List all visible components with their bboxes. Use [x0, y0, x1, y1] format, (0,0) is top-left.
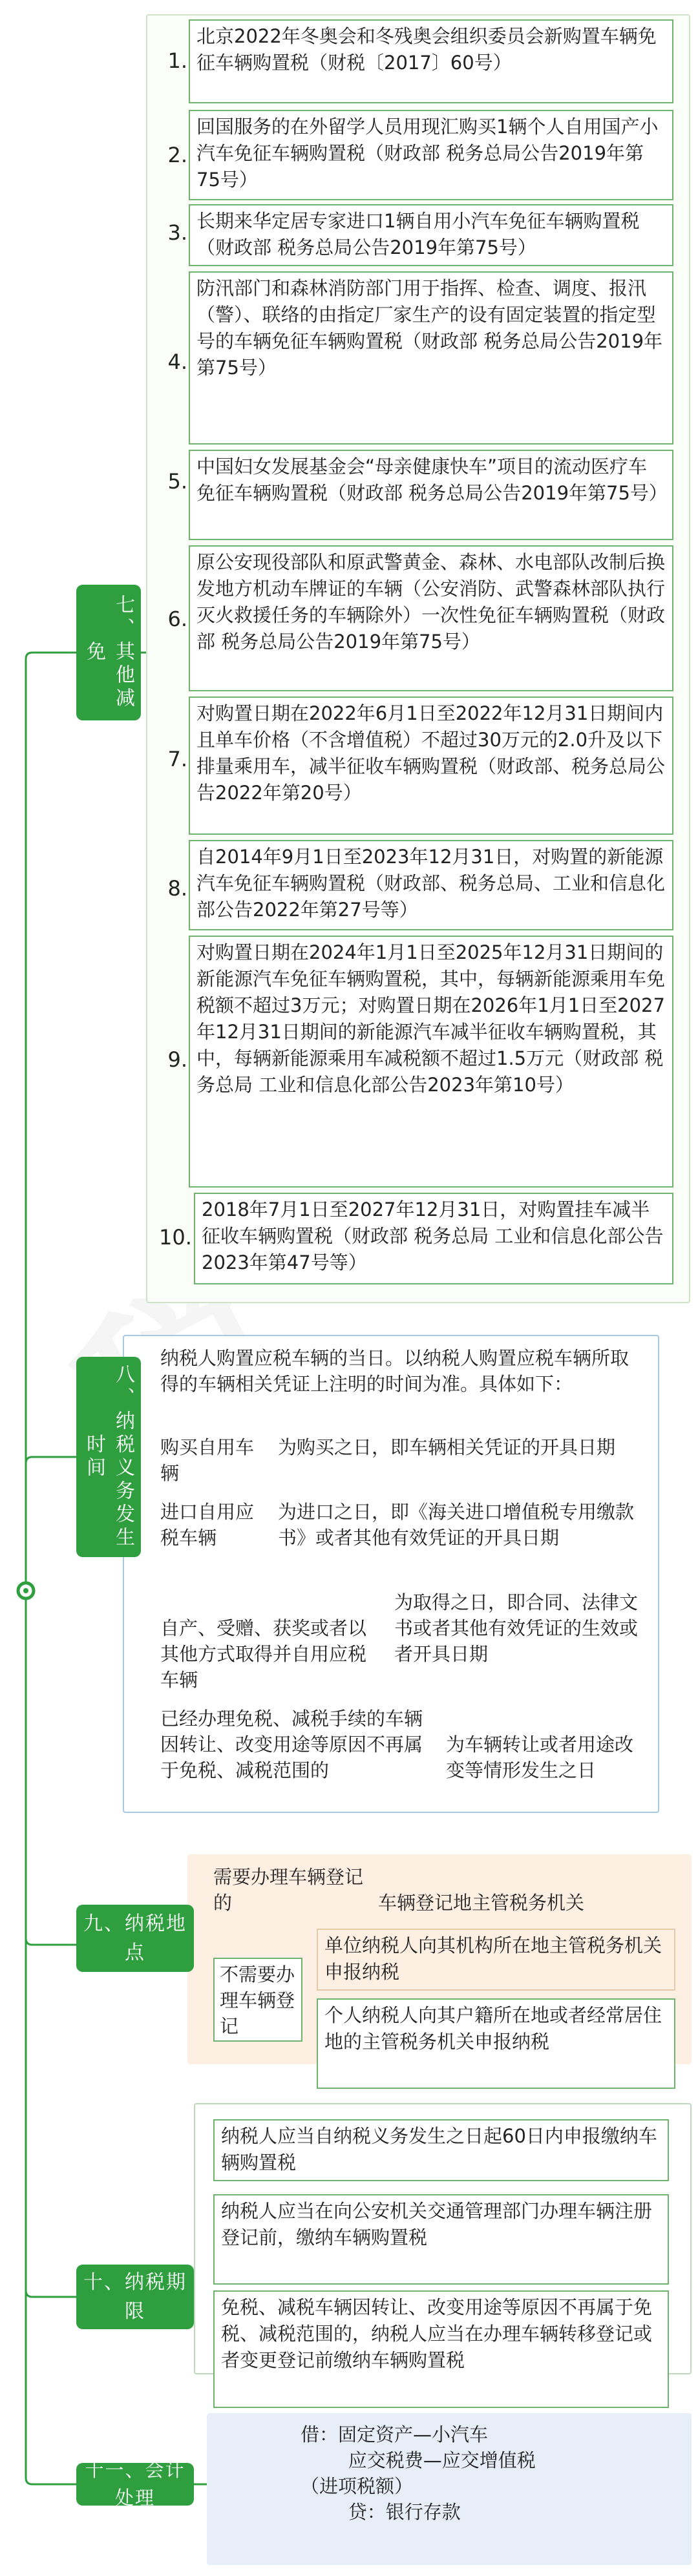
s7-item-7: 对购置日期在2022年6月1日至2022年12月31日期间内且单车价格（不含增值税）不超过30万元的2.0升及以下排量乘用车，减半征收车辆购置税（财政部、税务总局公告2022年第20号） — [189, 696, 673, 835]
s7-item-1: 北京2022年冬奥会和冬残奥会组织委员会新购置车辆免征车辆购置税（财税〔2017〕60号） — [189, 19, 673, 103]
s9-need-value: 车辆登记地主管税务机关 — [378, 1892, 585, 1914]
s8-row-2-left: 进口自用应税车辆 — [160, 1501, 255, 1549]
s7-item-1-num: 1. — [167, 48, 187, 73]
s7-item-4: 防汛部门和森林消防部门用于指挥、检查、调度、报汛（警）、联络的由指定厂家生产的设有固定装置的指定型号的车辆免征车辆购置税（财政部 税务总局公告2019年第75号） — [189, 271, 673, 445]
s8-node[interactable] — [76, 1357, 141, 1557]
s9-noneed-label: 不需要办理车辆登记 — [213, 1958, 302, 2042]
s9-need-label: 需要办理车辆登记的 — [213, 1866, 364, 1914]
s8-row-3-right: 为取得之日，即合同、法律文书或者其他有效凭证的生效或者开具日期 — [394, 1591, 639, 1665]
s10-item-3: 免税、减税车辆因转让、改变用途等原因不再属于免税、减税范围的，纳税人应当在办理车辆转移登记或者变更登记前缴纳车辆购置税 — [213, 2290, 669, 2408]
s7-item-6: 原公安现役部队和原武警黄金、森林、水电部队改制后换发地方机动车牌证的车辆（公安消防、武警森林部队执行灭火救援任务的车辆除外）一次性免征车辆购置税（财政部 税务总局公告2019年第75号） — [189, 545, 673, 691]
s8-row-4-right: 为车辆转让或者用途改变等情形发生之日 — [446, 1733, 634, 1781]
s10-node[interactable] — [76, 2265, 194, 2329]
s7-item-8-num: 8. — [167, 876, 187, 901]
s7-item-5-num: 5. — [167, 469, 187, 494]
s9-node-label: 九、纳税地点 — [83, 1912, 187, 1964]
s7-item-9: 对购置日期在2024年1月1日至2025年12月31日期间的新能源汽车免征车辆购置税，其中，每辆新能源乘用车免税额不超过3万元；对购置日期在2026年1月1日至2027年12月31日期间的新能源汽车减半征收车辆购置税，其中，每辆新能源乘用车减税额不超过1.5万元（财政部 税务总局 工业和信息化部公告2023年第10号） — [189, 936, 673, 1188]
s7-item-3: 长期来华定居专家进口1辆自用小汽车免征车辆购置税（财政部 税务总局公告2019年第75号） — [189, 204, 673, 266]
s8-row-1-left: 购买自用车辆 — [160, 1436, 255, 1484]
s7-item-4-num: 4. — [167, 350, 187, 374]
s8-row-1-right: 为购买之日，即车辆相关凭证的开具日期 — [278, 1436, 616, 1458]
s10-item-1: 纳税人应当自纳税义务发生之日起60日内申报缴纳车辆购置税 — [213, 2119, 669, 2181]
s7-item-6-num: 6. — [167, 607, 187, 631]
s7-node[interactable] — [76, 585, 141, 720]
s8-node-label: 八、纳税义务发生时间 — [83, 1364, 134, 1550]
s8-row-2-right: 为进口之日，即《海关进口增值税专用缴款书》或者其他有效凭证的开具日期 — [278, 1501, 635, 1549]
s9-noneed-item-1: 单位纳税人向其机构所在地主管税务机关申报纳税 — [317, 1929, 675, 1991]
s7-item-2: 回国服务的在外留学人员用现汇购买1辆个人自用国产小汽车免征车辆购置税（财政部 税务总局公告2019年第75号） — [189, 110, 673, 200]
s7-item-10-num: 10. — [159, 1225, 192, 1250]
s9-noneed-item-2: 个人纳税人向其户籍所在地或者经常居住地的主管税务机关申报纳税 — [317, 1998, 675, 2089]
s10-node-label: 十、纳税期限 — [83, 2271, 187, 2323]
s8-row-3-left: 自产、受赠、获奖或者以其他方式取得并自用应税车辆 — [160, 1617, 367, 1691]
s7-item-3-num: 3. — [167, 220, 187, 245]
s7-node-label: 七、其他减免 — [83, 594, 134, 711]
s11-node-label: 十一、会计处理 — [85, 2458, 185, 2509]
s7-item-2-num: 2. — [167, 143, 187, 167]
s8-row-4-left: 已经办理免税、减税手续的车辆因转让、改变用途等原因不再属于免税、减税范围的 — [160, 1708, 423, 1781]
s7-item-10: 2018年7月1日至2027年12月31日，对购置挂车减半征收车辆购置税（财政部 税务总局 工业和信息化部公告2023年第47号等） — [194, 1193, 673, 1284]
s7-item-7-num: 7. — [167, 747, 187, 771]
s7-item-9-num: 9. — [167, 1047, 187, 1072]
s11-entry: 借：固定资产—小汽车 应交税费—应交增值税 （进项税额） 贷：银行存款 — [301, 2424, 536, 2523]
s11-node[interactable] — [76, 2458, 194, 2509]
s9-node[interactable] — [76, 1905, 194, 1972]
s7-item-8: 自2014年9月1日至2023年12月31日，对购置的新能源汽车免征车辆购置税（财政部、税务总局、工业和信息化部公告2022年第27号等） — [189, 840, 673, 930]
s8-intro: 纳税人购置应税车辆的当日。以纳税人购置应税车辆所取得的车辆相关凭证上注明的时间为准。具体如下： — [160, 1347, 629, 1395]
s10-item-2: 纳税人应当在向公安机关交通管理部门办理车辆注册登记前，缴纳车辆购置税 — [213, 2194, 669, 2285]
s7-item-5: 中国妇女发展基金会“母亲健康快车”项目的流动医疗车免征车辆购置税（财政部 税务总局公告2019年第75号） — [189, 450, 673, 540]
